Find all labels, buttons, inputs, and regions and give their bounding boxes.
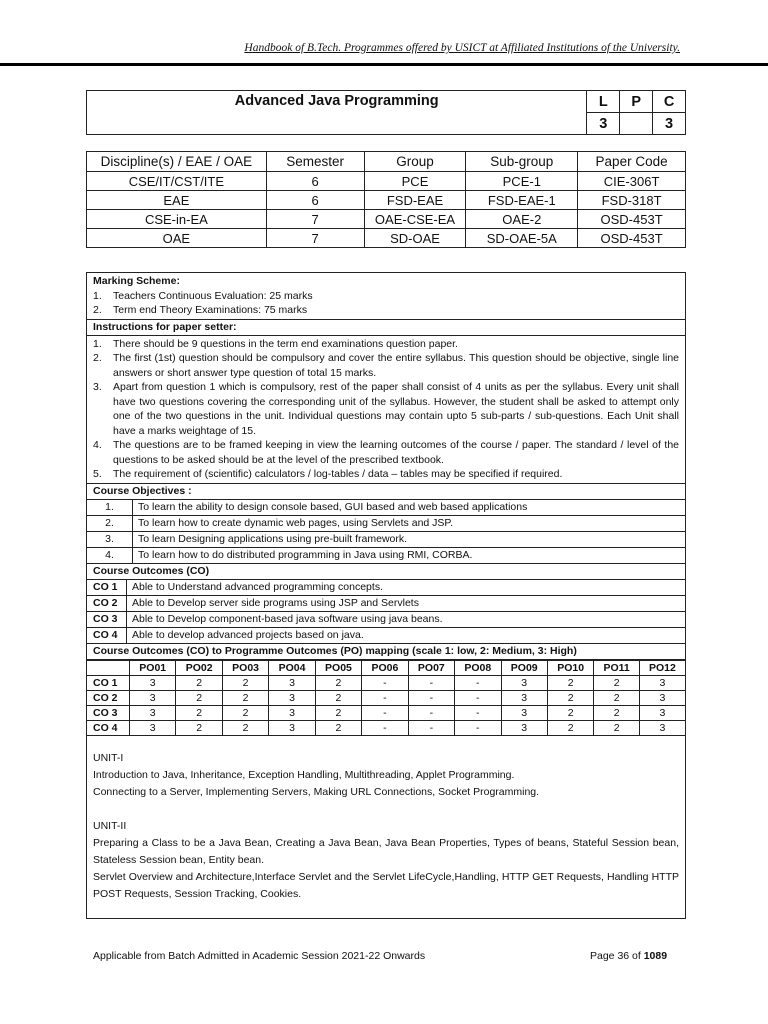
table-row [87,720,685,735]
marking-scheme [87,273,685,320]
page-total: 1089 [643,950,668,962]
unit-2-line: Preparing a Class to be a Java Bean, Creating a Java Bean, Java Bean Properties, Types of beans, Stateful Session bean, Stateless Session bean, Entity bean. [93,836,679,866]
po-cell: 2 [315,690,361,705]
po-cell: - [455,675,501,690]
po-cell: - [408,675,454,690]
list-item [87,596,685,612]
list-item [87,580,685,596]
disc-cell: 6 [266,172,364,191]
po-cell: CO 2 [87,690,130,705]
c-label: C [653,91,686,113]
po-header: PO08 [455,660,501,675]
item-text: The questions are to be framed keeping in view the learning outcomes of the course / paper. The standard / level of the questions to be asked should be at the level of the prescribed textbook. [113,439,679,466]
list-item [93,380,679,438]
item-text: Able to Develop server side programs using JSP and Servlets [132,596,419,609]
item-text: Able to develop advanced projects based on java. [132,628,364,641]
table-row [87,705,685,720]
item-num: 1. [93,337,102,350]
list-item [93,467,679,482]
item-num: 1. [87,500,133,515]
course-title-table [86,90,686,135]
unit-2-title: UNIT-II [93,819,127,832]
table-row [87,690,685,705]
po-header: PO09 [501,660,547,675]
po-cell: 3 [269,720,315,735]
po-header: PO07 [408,660,454,675]
po-header: PO03 [222,660,268,675]
item-num: 2. [93,352,102,364]
po-cell: 2 [222,675,268,690]
disc-cell: FSD-EAE-1 [466,191,578,210]
po-cell: 2 [176,690,222,705]
item-num: 4. [87,548,133,563]
disc-cell: PCE [364,172,466,191]
po-header: PO06 [362,660,408,675]
list-item [87,500,685,516]
po-header: PO11 [594,660,639,675]
po-cell: 2 [594,705,639,720]
page-header: Handbook of B.Tech. Programmes offered by USICT at Affiliated Institutions of the University. [244,42,680,54]
po-cell: 2 [315,720,361,735]
po-cell: 2 [594,720,639,735]
c-value: 3 [653,113,686,135]
po-header: PO05 [315,660,361,675]
disc-header: Paper Code [578,152,686,172]
item-num: CO 1 [87,580,127,595]
po-cell: 3 [639,705,685,720]
p-value [620,113,653,135]
units-section [87,736,685,903]
item-text: Term end Theory Examinations: 75 marks [113,304,308,316]
item-text: Able to Understand advanced programming concepts. [132,580,383,593]
disc-cell: OAE [87,229,267,248]
marking-heading: Marking Scheme: [93,275,180,287]
item-text: Able to Develop component-based java software using java beans. [132,612,443,625]
item-text: To learn how to create dynamic web pages, using Servlets and JSP. [138,516,453,529]
item-text: Apart from question 1 which is compulsory, rest of the paper shall consist of 4 units as per the syllabus. Every unit shall have two questions covering the corresponding unit of the syllabus. However, the student shall be asked to attempt only one of the two questions in the unit. Individual questions may contain upto 5 sub-parts / sub-questions. Each Unit shall have a marks weightage of 15. [113,381,679,437]
disc-cell: CIE-306T [578,172,686,191]
po-cell: 2 [547,705,593,720]
po-cell: 2 [176,705,222,720]
list-item [87,548,685,564]
disc-cell: 7 [266,210,364,229]
po-cell: 2 [222,690,268,705]
po-cell: 2 [315,705,361,720]
po-mapping-table [87,660,685,736]
po-cell: 3 [130,690,176,705]
table-row [87,229,686,248]
disc-cell: OSD-453T [578,229,686,248]
discipline-table [86,151,686,248]
po-cell: CO 3 [87,705,130,720]
l-label: L [587,91,620,113]
item-num: 3. [93,381,102,393]
po-cell: 3 [501,690,547,705]
po-cell: - [455,705,501,720]
po-cell: 2 [594,675,639,690]
po-cell: 2 [222,720,268,735]
po-cell: CO 4 [87,720,130,735]
po-cell: - [362,720,408,735]
unit-2-line: Servlet Overview and Architecture,Interface Servlet and the Servlet LifeCycle,Handling, HTTP GET Requests, Handling HTTP POST Requests, Session Tracking, Cookies. [93,870,679,900]
po-cell: - [408,720,454,735]
disc-cell: 7 [266,229,364,248]
p-label: P [620,91,653,113]
po-cell: 2 [222,705,268,720]
po-header: PO12 [639,660,685,675]
list-item [87,532,685,548]
header-rule [0,63,768,66]
po-cell: - [455,690,501,705]
po-cell: 3 [269,690,315,705]
po-cell: 3 [639,720,685,735]
page-number [590,950,667,962]
po-cell: 3 [501,675,547,690]
list-item [87,628,685,644]
disc-cell: SD-OAE [364,229,466,248]
po-cell: 2 [176,720,222,735]
po-cell: CO 1 [87,675,130,690]
po-header: PO02 [176,660,222,675]
item-num: 5. [93,468,102,480]
item-num: 2. [93,304,102,316]
po-cell: 2 [315,675,361,690]
disc-cell: 6 [266,191,364,210]
disc-header: Sub-group [466,152,578,172]
po-cell: - [408,705,454,720]
po-header: PO10 [547,660,593,675]
mapping-heading: Course Outcomes (CO) to Programme Outcomes (PO) mapping (scale 1: low, 2: Medium, 3: High) [87,644,685,660]
list-item [93,438,679,467]
footer-note: Applicable from Batch Admitted in Academic Session 2021-22 Onwards [93,950,426,962]
po-cell: - [362,675,408,690]
disc-header: Semester [266,152,364,172]
list-item [93,303,679,318]
item-text: The first (1st) question should be compulsory and cover the entire syllabus. This question should be objective, single line answers or short answer type question of total 15 marks. [113,352,679,379]
item-num: CO 3 [87,612,127,627]
item-text: To learn Designing applications using pre-built framework. [138,532,408,545]
po-cell: 3 [269,705,315,720]
list-item [93,337,679,352]
po-cell: - [455,720,501,735]
table-row [87,172,686,191]
po-cell: 2 [547,720,593,735]
po-header: PO01 [130,660,176,675]
item-num: 3. [87,532,133,547]
objectives-heading: Course Objectives : [87,484,685,500]
po-cell: 3 [269,675,315,690]
item-text: To learn the ability to design console based, GUI based and web based applications [138,500,528,513]
instructions-list [87,336,685,484]
item-text: There should be 9 questions in the term end examinations question paper. [113,337,458,350]
list-item [93,351,679,380]
disc-cell: OSD-453T [578,210,686,229]
list-item [93,289,679,304]
disc-cell: CSE-in-EA [87,210,267,229]
po-header: PO04 [269,660,315,675]
item-text: The requirement of (scientific) calculators / log-tables / data – tables may be specified if required. [113,468,563,480]
po-cell: 3 [639,690,685,705]
item-text: Teachers Continuous Evaluation: 25 marks [113,289,313,302]
disc-cell: OAE-2 [466,210,578,229]
po-cell: 2 [594,690,639,705]
po-cell: 3 [130,705,176,720]
disc-header: Discipline(s) / EAE / OAE [87,152,267,172]
po-cell: 3 [501,720,547,735]
disc-cell: PCE-1 [466,172,578,191]
instructions-heading: Instructions for paper setter: [87,320,685,336]
list-item [87,516,685,532]
po-cell: 2 [547,675,593,690]
l-value: 3 [587,113,620,135]
table-row [87,191,686,210]
po-cell: 3 [130,675,176,690]
po-cell: 3 [501,705,547,720]
course-title: Advanced Java Programming [87,91,587,135]
table-row [87,675,685,690]
po-cell: 3 [130,720,176,735]
disc-cell: FSD-318T [578,191,686,210]
table-row [87,210,686,229]
po-cell: 2 [547,690,593,705]
po-cell: 3 [639,675,685,690]
disc-cell: FSD-EAE [364,191,466,210]
po-cell: - [362,690,408,705]
po-cell: - [408,690,454,705]
item-num: CO 4 [87,628,127,643]
syllabus-box [86,272,686,919]
list-item [87,612,685,628]
disc-cell: EAE [87,191,267,210]
disc-header: Group [364,152,466,172]
item-text: To learn how to do distributed programming in Java using RMI, CORBA. [138,548,473,561]
unit-1-line: Connecting to a Server, Implementing Servers, Making URL Connections, Socket Programming. [93,785,540,798]
disc-cell: CSE/IT/CST/ITE [87,172,267,191]
page-prefix: Page 36 of [590,950,641,962]
po-header [87,660,130,675]
item-num: CO 2 [87,596,127,611]
unit-1-title: UNIT-I [93,751,124,764]
item-num: 2. [87,516,133,531]
unit-1-line: Introduction to Java, Inheritance, Exception Handling, Multithreading, Applet Programming. [93,768,515,781]
po-cell: - [362,705,408,720]
outcomes-heading: Course Outcomes (CO) [87,564,685,580]
item-num: 4. [93,439,102,451]
disc-cell: OAE-CSE-EA [364,210,466,229]
po-cell: 2 [176,675,222,690]
disc-cell: SD-OAE-5A [466,229,578,248]
item-num: 1. [93,289,102,302]
